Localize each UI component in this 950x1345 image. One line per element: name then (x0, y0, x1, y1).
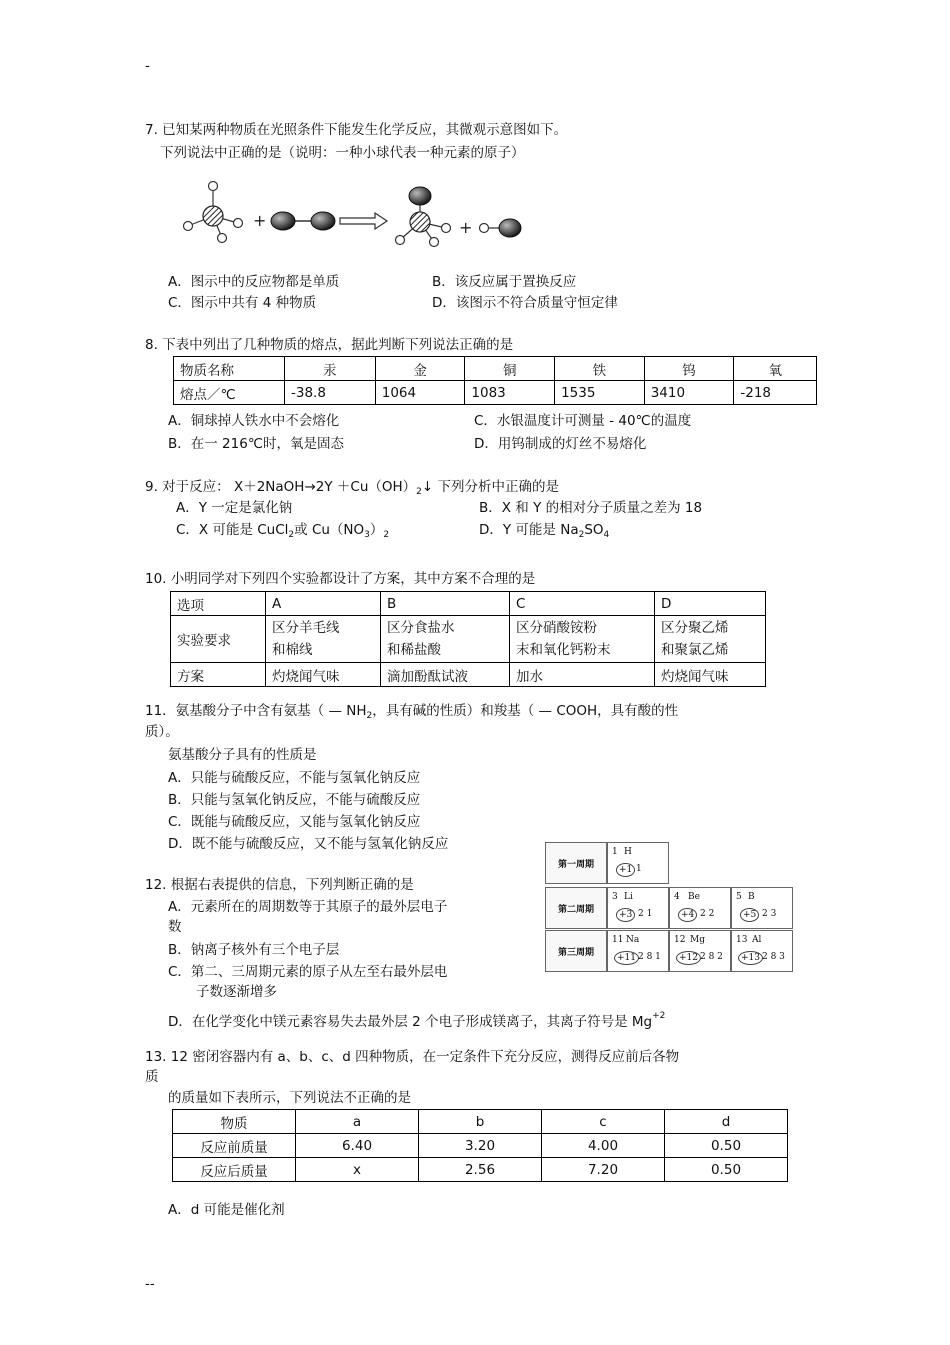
period-label: 第二周期 (545, 887, 607, 929)
table-cell: 汞 (285, 357, 376, 381)
table-cell: 3410 (644, 381, 734, 405)
table-cell: 金 (375, 357, 465, 381)
reaction-diagram (180, 178, 530, 250)
q9-stem-text-2: ↓ 下列分析中正确的是 (421, 479, 559, 495)
nucleus-charge: +11 (614, 951, 639, 965)
element-cell-be (669, 887, 731, 929)
table-cell: 钨 (644, 357, 734, 381)
q13-stem-line1b: 质 (145, 1069, 159, 1085)
nucleus-charge: +13 (738, 951, 763, 965)
q12-option-c-line2: 子数逐渐增多 (196, 984, 277, 1000)
atomic-number: 13 (736, 935, 748, 945)
q9-stem-subscript: 2 (416, 487, 422, 497)
melting-point-table (173, 356, 817, 405)
q9-option-c (176, 520, 389, 545)
table-cell: -218 (734, 381, 817, 405)
q12-option-a-line2: 数 (168, 919, 182, 935)
q11-stem2: 氨基酸分子具有的性质是 (168, 747, 317, 763)
q11-stem-text2: ，具有碱的性质）和羧基（ — COOH，具有酸的性 (372, 703, 679, 719)
electron-shells: 2 8 3 (762, 952, 785, 962)
table-cell (381, 616, 510, 663)
element-cell-mg (669, 930, 731, 972)
q11-stem-cont: 质）。 (145, 724, 179, 740)
q13-stem-line2: 的质量如下表所示，下列说法不正确的是 (168, 1090, 411, 1106)
q13-stem-line1: 13. 12 密闭容器内有 a、b、c、d 四种物质，在一定条件下充分反应，测得反应前后各物 (145, 1049, 680, 1065)
q8-option-a: A．铜球掉人铁水中不会熔化 (168, 413, 340, 429)
q7-option-c: C．图示中共有 4 种物质 (168, 295, 317, 311)
table-cell: 1535 (555, 381, 645, 405)
table-cell: 熔点／℃ (174, 381, 285, 405)
element-cell-li (607, 887, 669, 929)
cell-line: 和稀盐酸 (387, 642, 441, 658)
periodic-table-figure (545, 842, 795, 974)
table-cell: 0.50 (665, 1158, 788, 1182)
atomic-number: 3 (612, 892, 618, 902)
table-cell: 3.20 (419, 1134, 542, 1158)
element-symbol: Li (624, 892, 633, 902)
table-row (174, 381, 817, 405)
table-row (171, 616, 766, 663)
cell-line: 区分硝酸铵粉 (516, 620, 597, 636)
table-cell: 滴加酚酞试液 (381, 663, 510, 687)
element-symbol: Be (688, 892, 700, 902)
table-cell: -38.8 (285, 381, 376, 405)
q9-c-sub2: 3 (364, 530, 370, 540)
element-symbol: Al (752, 935, 762, 945)
q12-option-a-line1: A．元素所在的周期数等于其原子的最外层电子 (168, 899, 448, 915)
table-cell: 实验要求 (171, 616, 266, 663)
q9-option-b: B．X 和 Y 的相对分子质量之差为 18 (479, 500, 703, 516)
table-cell: 1064 (375, 381, 465, 405)
period-label: 第三周期 (545, 930, 607, 972)
q9-d-sub1: 2 (578, 530, 585, 540)
nucleus-charge: +1 (616, 863, 635, 877)
q12-option-b: B．钠离子核外有三个电子层 (168, 942, 340, 958)
nucleus-charge: +5 (740, 908, 759, 922)
q10-stem: 10. 小明同学对下列四个实验都设计了方案，其中方案不合理的是 (145, 571, 536, 587)
table-cell (266, 616, 381, 663)
svg-text:+: + (253, 211, 267, 230)
table-row (173, 1158, 788, 1182)
electron-shells: 1 (636, 864, 642, 874)
electron-shells: 2 8 1 (638, 952, 661, 962)
experiment-table (170, 591, 766, 687)
q11-option-b: B．只能与氢氧化钠反应，不能与硫酸反应 (168, 792, 421, 808)
table-cell: 2.56 (419, 1158, 542, 1182)
table-row (171, 592, 766, 616)
period-label: 第一周期 (545, 842, 607, 884)
table-cell: 铁 (555, 357, 645, 381)
table-cell: 1083 (465, 381, 555, 405)
cell-line: 区分羊毛线 (272, 620, 340, 636)
electron-shells: 2 3 (762, 909, 777, 919)
q9-c-sub3: 2 (383, 530, 390, 540)
q11-option-c: C．既能与硫酸反应，又能与氢氧化钠反应 (168, 814, 421, 830)
table-cell (655, 616, 766, 663)
q12-option-d (168, 1006, 665, 1032)
q11-option-a: A．只能与硫酸反应，不能与氢氧化钠反应 (168, 770, 421, 786)
q9-c-text: C．X 可能是 CuCl (176, 522, 289, 538)
reactant-molecule-1 (184, 182, 243, 243)
q9-c-text2: 或 Cu（NO (294, 522, 365, 538)
cell-line: 末和氧化钙粉末 (516, 642, 611, 658)
footer-mark: -- (145, 1276, 155, 1292)
element-cell-na (607, 930, 669, 972)
table-cell (510, 616, 655, 663)
q7-stem-line1: 7. 已知某两种物质在光照条件下能发生化学反应，其微观示意图如下。 (145, 122, 568, 138)
table-cell: D (655, 592, 766, 616)
atomic-number: 11 (612, 935, 624, 945)
nucleus-charge: +12 (676, 951, 701, 965)
table-row (173, 1110, 788, 1134)
table-cell: 4.00 (542, 1134, 665, 1158)
atomic-number: 1 (612, 847, 618, 857)
table-cell: 反应前质量 (173, 1134, 296, 1158)
table-cell: x (296, 1158, 419, 1182)
table-cell: 方案 (171, 663, 266, 687)
cell-line: 区分聚乙烯 (661, 620, 729, 636)
q8-option-d: D．用钨制成的灯丝不易熔化 (474, 436, 647, 452)
element-cell-h (607, 842, 669, 884)
table-cell: d (665, 1110, 788, 1134)
q12-d-text: D．在化学变化中镁元素容易失去最外层 2 个电子形成镁离子，其离子符号是 Mg (168, 1014, 653, 1030)
electron-shells: 2 8 2 (700, 952, 723, 962)
element-symbol: Mg (690, 935, 705, 945)
q8-option-c: C．水银温度计可测量 - 40℃的温度 (474, 413, 692, 429)
electron-shells: 2 2 (700, 909, 715, 919)
table-cell: 灼烧闻气味 (655, 663, 766, 687)
table-cell: 灼烧闻气味 (266, 663, 381, 687)
q7-option-a: A．图示中的反应物都是单质 (168, 274, 340, 290)
q11-stem-text: 11．氨基酸分子中含有氨基（ — NH (145, 703, 367, 719)
product-molecule-1 (396, 187, 451, 247)
nucleus-charge: +3 (616, 908, 635, 922)
table-cell: 物质 (173, 1110, 296, 1134)
table-cell: B (381, 592, 510, 616)
q9-stem-text: 9. 对于反应： X＋2NaOH→2Y ＋Cu（OH） (145, 479, 417, 495)
nucleus-charge: +4 (678, 908, 697, 922)
atomic-number: 12 (674, 935, 686, 945)
q11-option-d: D．既不能与硫酸反应，又不能与氢氧化钠反应 (168, 836, 449, 852)
q11-stem (145, 701, 678, 726)
reaction-arrow (340, 213, 387, 229)
table-row (173, 1134, 788, 1158)
cell-line: 和棉线 (272, 642, 313, 658)
table-cell: 加水 (510, 663, 655, 687)
table-cell: C (510, 592, 655, 616)
q7-option-d: D．该图示不符合质量守恒定律 (432, 295, 618, 311)
q9-d-text2: SO (584, 522, 604, 538)
svg-text:+: + (459, 218, 473, 237)
product-molecule-2 (480, 219, 522, 237)
q7-stem-line2: 下列说法中正确的是（说明：一种小球代表一种元素的原子） (160, 145, 525, 161)
element-cell-al (731, 930, 793, 972)
element-symbol: H (624, 847, 632, 857)
q12-d-sup: +2 (652, 1011, 666, 1021)
table-cell: 0.50 (665, 1134, 788, 1158)
table-cell: 铜 (465, 357, 555, 381)
q11-stem-sub: 2 (366, 711, 373, 721)
q12-stem: 12. 根据右表提供的信息，下列判断正确的是 (145, 877, 414, 893)
element-cell-b (731, 887, 793, 929)
header-mark: - (145, 58, 150, 74)
table-row (171, 663, 766, 687)
table-cell: 氧 (734, 357, 817, 381)
q9-option-a: A．Y 一定是氯化钠 (176, 500, 293, 516)
atomic-number: 5 (736, 892, 742, 902)
cell-line: 区分食盐水 (387, 620, 455, 636)
q8-option-b: B．在一 216℃时，氧是固态 (168, 436, 344, 452)
table-cell: A (266, 592, 381, 616)
table-cell: a (296, 1110, 419, 1134)
electron-shells: 2 1 (638, 909, 653, 919)
atomic-number: 4 (674, 892, 680, 902)
table-cell: 物质名称 (174, 357, 285, 381)
table-cell: 6.40 (296, 1134, 419, 1158)
q12-option-c-line1: C．第二、三周期元素的原子从左至右最外层电 (168, 964, 448, 980)
q9-c-sub1: 2 (288, 530, 295, 540)
q9-option-d (479, 520, 609, 545)
q9-c-text3: ） (369, 522, 384, 538)
q7-option-b: B．该反应属于置换反应 (432, 274, 577, 290)
q9-d-text: D．Y 可能是 Na (479, 522, 579, 538)
table-cell: 反应后质量 (173, 1158, 296, 1182)
mass-table (172, 1109, 788, 1182)
cell-line: 和聚氯乙烯 (661, 642, 729, 658)
table-cell: 7.20 (542, 1158, 665, 1182)
reactant-molecule-2 (271, 212, 335, 230)
q9-d-sub2: 4 (603, 530, 610, 540)
element-symbol: B (748, 892, 755, 902)
table-cell: c (542, 1110, 665, 1134)
table-cell: 选项 (171, 592, 266, 616)
q13-option-a: A．d 可能是催化剂 (168, 1202, 285, 1218)
table-row (174, 357, 817, 381)
q8-stem: 8. 下表中列出了几种物质的熔点，据此判断下列说法正确的是 (145, 337, 514, 353)
element-symbol: Na (626, 935, 640, 945)
table-cell: b (419, 1110, 542, 1134)
